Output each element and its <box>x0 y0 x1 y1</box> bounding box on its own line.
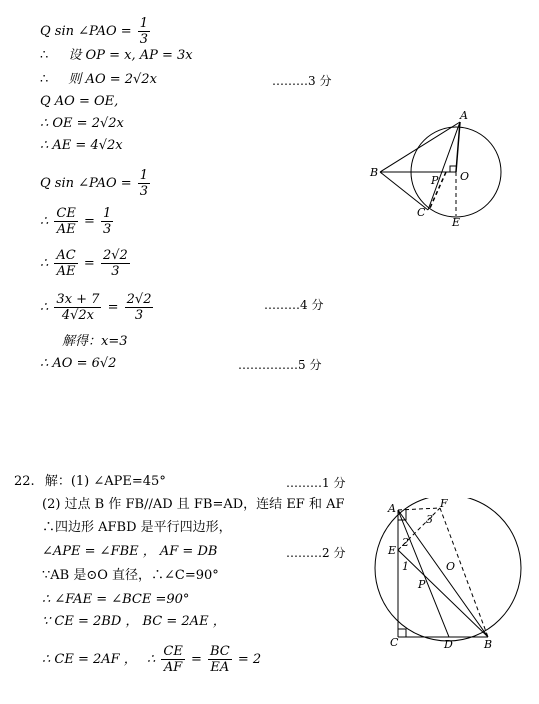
text: 解：(1) ∠APE=45° <box>44 474 166 489</box>
fraction-right <box>101 206 113 237</box>
text: 设 OP = x, AP = 3x <box>68 48 193 63</box>
label-f: F <box>440 498 448 510</box>
equals: = <box>190 652 202 667</box>
line-ba <box>380 122 460 172</box>
score-3: ………3 分 <box>272 74 332 88</box>
label-c: C <box>417 206 426 219</box>
numerator: CE <box>56 206 76 221</box>
label-b: B <box>484 638 493 651</box>
line-diameter: ∵AB 是⊙O 直径，∴∠C=90° <box>42 568 219 583</box>
fraction-right <box>101 248 130 279</box>
equals-2: = 2 <box>237 652 262 667</box>
label-c: C <box>390 636 399 649</box>
line-fae: ∴ ∠FAE = ∠BCE =90° <box>42 592 190 607</box>
line-ce-bd: ∵ CE = 2BD ， BC = 2AE ， <box>42 614 226 629</box>
text: 则 AO = 2√2x <box>68 72 157 87</box>
equals: = <box>84 214 95 229</box>
label-a: A <box>460 110 468 122</box>
numerator: 1 <box>139 168 149 183</box>
denominator: EA <box>210 660 230 675</box>
numerator: 1 <box>139 16 149 31</box>
problem-number: 22. <box>14 474 35 489</box>
numerator: AC <box>56 248 76 263</box>
label-p: P <box>418 578 426 591</box>
line-ao <box>40 72 157 88</box>
numerator: 2√2 <box>126 292 152 307</box>
label-e: E <box>388 544 397 557</box>
line-set-op <box>40 48 193 64</box>
label-n1: 1 <box>402 560 409 573</box>
therefore-symbol: ∴ <box>40 72 49 87</box>
line-ac-ae <box>40 248 132 279</box>
label-d: D <box>444 638 453 651</box>
line-ab <box>398 510 488 637</box>
therefore-symbol: ∴ <box>146 652 156 667</box>
label-n2: 2 <box>402 536 409 549</box>
denominator: AE <box>56 264 76 279</box>
equals: = <box>107 300 119 315</box>
fraction-right <box>125 292 154 323</box>
score-1: ………1 分 <box>286 476 346 490</box>
line-ae: ∴ AE = 4√2x <box>40 138 123 153</box>
fraction <box>138 16 150 47</box>
therefore-symbol: ∴ <box>40 256 49 271</box>
line-oe: ∴ OE = 2√2x <box>40 116 124 131</box>
text: ∴ CE = 2AF ， <box>42 652 137 667</box>
right-angle-mark-c <box>398 629 406 637</box>
denominator: AE <box>56 222 76 237</box>
line-ao <box>456 122 460 172</box>
fraction <box>138 168 150 199</box>
line-ao-oe: Q AO = OE, <box>40 94 119 109</box>
numerator: CE <box>163 644 183 659</box>
line-angles: ∠APE = ∠FBE ， AF = DB <box>42 544 218 559</box>
line-solve: 解得：x=3 <box>62 334 128 349</box>
denominator: AF <box>163 660 183 675</box>
label-o: O <box>460 170 470 183</box>
numerator: 1 <box>103 206 112 221</box>
line-ce-ae <box>40 206 115 237</box>
line-parallelogram: ∴四边形 AFBD 是平行四边形， <box>42 520 232 535</box>
denominator: 3 <box>139 32 149 47</box>
denominator: 3 <box>103 222 112 237</box>
numerator: BC <box>210 644 230 659</box>
therefore-symbol: ∴ <box>40 214 49 229</box>
equals: = <box>83 256 95 271</box>
denominator: 3 <box>134 308 144 323</box>
fraction-bc-ea <box>208 644 232 675</box>
line-ad <box>398 510 449 637</box>
line-sin-pao-2 <box>40 168 152 199</box>
therefore-symbol: ∴ <box>40 300 49 315</box>
denominator: 3 <box>139 184 149 199</box>
label-a: A <box>388 502 396 515</box>
line-22-part1 <box>14 474 166 490</box>
score-4: ………4 分 <box>264 298 324 312</box>
fraction-left <box>54 292 101 323</box>
fraction-left <box>54 206 77 237</box>
numerator: 3x + 7 <box>56 292 100 307</box>
label-o: O <box>446 560 456 573</box>
fraction-left <box>54 248 77 279</box>
text: Q sin ∠PAO = <box>40 24 132 39</box>
right-angle-mark <box>450 166 456 172</box>
line-sin-pao-1 <box>40 16 152 47</box>
denominator: 3 <box>111 264 120 279</box>
denominator: 4√2x <box>61 308 95 323</box>
therefore-symbol: ∴ <box>40 48 49 63</box>
line-final <box>42 644 261 675</box>
label-e: E <box>452 216 461 226</box>
line-result: ∴ AO = 6√2 <box>40 356 117 371</box>
label-b: B <box>370 166 379 179</box>
line-construct: (2) 过点 B 作 FB//AD 且 FB=AD，连结 EF 和 AF <box>42 497 345 512</box>
line-eb <box>398 550 488 637</box>
figure-circle-1 <box>368 110 504 226</box>
score-2: ………2 分 <box>286 546 346 560</box>
label-p: P <box>431 174 439 187</box>
line-equation <box>40 292 155 323</box>
score-5: ……………5 分 <box>238 358 322 372</box>
text: Q sin ∠PAO = <box>40 176 132 191</box>
numerator: 2√2 <box>102 248 128 263</box>
figure-circle-2 <box>374 498 534 658</box>
line-bc <box>380 172 428 210</box>
label-n3: 3 <box>426 513 433 526</box>
fraction-ce-af <box>161 644 184 675</box>
